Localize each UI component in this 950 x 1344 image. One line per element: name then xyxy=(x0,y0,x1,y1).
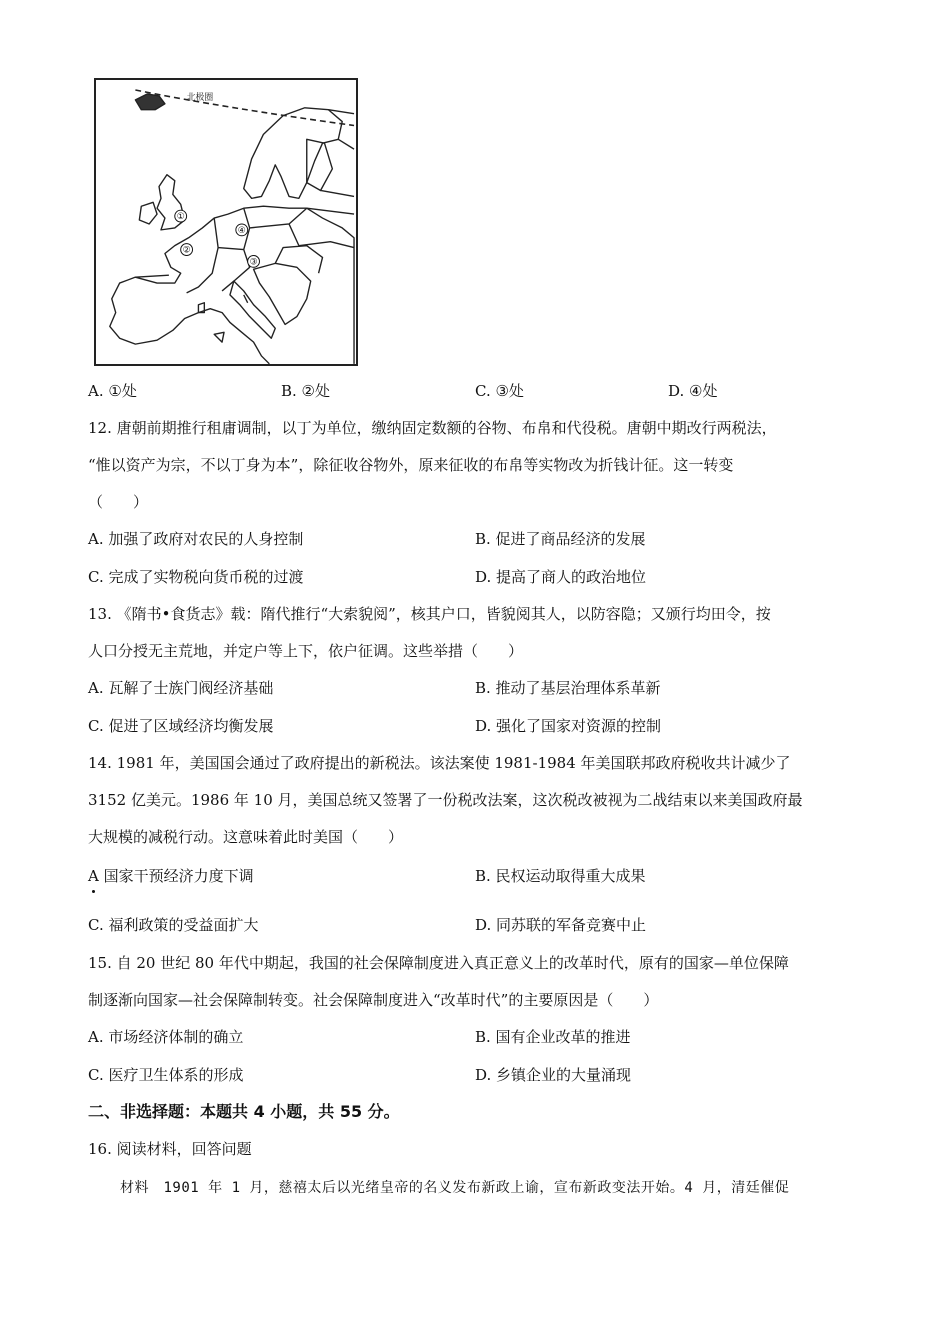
q12-option-d: D. 提高了商人的政治地位 xyxy=(475,568,647,586)
q15-option-c: C. 医疗卫生体系的形成 xyxy=(88,1066,244,1084)
italy-shape xyxy=(230,281,275,338)
q15-stem-line-1: 15. 自 20 世纪 80 年代中期起，我国的社会保障制度进入真正意义上的改革时代，原有的国家—单位保障 xyxy=(88,954,789,972)
q14-option-a: A 国家干预经济力度下调 xyxy=(88,867,254,885)
q14-option-d: D. 同苏联的军备竞赛中止 xyxy=(475,916,647,934)
q13-option-c: C. 促进了区域经济均衡发展 xyxy=(88,717,274,735)
ireland-shape xyxy=(139,202,157,224)
q13-option-a: A. 瓦解了士族门阀经济基础 xyxy=(88,679,274,697)
iberia-border xyxy=(135,275,168,277)
q15-option-d: D. 乡镇企业的大量涌现 xyxy=(475,1066,632,1084)
q14-stem-line-1: 14. 1981 年，美国国会通过了政府提出的新税法。该法案使 1981-1984 年美国联邦政府税收共计减少了 xyxy=(88,754,791,772)
q12-stem-line-1: 12. 唐朝前期推行租庸调制，以丁为单位，缴纳固定数额的谷物、布帛和代役税。唐朝中期改行两税法， xyxy=(88,419,777,437)
europe-map xyxy=(94,78,358,366)
q11-option-a: A. ①处 xyxy=(88,382,137,400)
finland-shape xyxy=(307,139,333,190)
q13-option-b: B. 推动了基层治理体系革新 xyxy=(475,679,661,697)
q12-stem-line-3: （ ） xyxy=(88,493,149,511)
q11-option-b: B. ②处 xyxy=(281,382,331,400)
continent-outline xyxy=(110,206,354,364)
islands xyxy=(198,295,247,342)
q12-option-b: B. 促进了商品经济的发展 xyxy=(475,530,646,548)
q15-option-a: A. 市场经济体制的确立 xyxy=(88,1028,244,1046)
q14-stem-line-3: 大规模的减税行动。这意味着此时美国（ ） xyxy=(88,828,404,846)
q11-option-d: D. ④处 xyxy=(668,382,718,400)
q13-stem-line-1: 13. 《隋书•食货志》载：隋代推行“大索貌阅”，核其户口，皆貌阅其人，以防容隐；又颁行均田令，按 xyxy=(88,605,771,623)
q13-option-d: D. 强化了国家对资源的控制 xyxy=(475,717,662,735)
arctic-circle-line xyxy=(135,90,354,125)
q14-stem-line-2: 3152 亿美元。1986 年 10 月，美国总统又签署了一份税改法案，这次税改被视为二战结束以来美国政府最 xyxy=(88,791,803,809)
section-2-heading: 二、非选择题：本题共 4 小题，共 55 分。 xyxy=(88,1102,400,1121)
q15-option-b: B. 国有企业改革的推进 xyxy=(475,1028,631,1046)
iceland-shape xyxy=(135,94,165,110)
q14-option-c: C. 福利政策的受益面扩大 xyxy=(88,916,259,934)
q16-title: 16. 阅读材料，回答问题 xyxy=(88,1140,252,1158)
marker-4: ④ xyxy=(237,225,246,236)
q14-option-a-dot xyxy=(92,890,95,893)
q12-option-a: A. 加强了政府对农民的人身控制 xyxy=(88,530,304,548)
arctic-circle-label: 北极圈 xyxy=(186,92,214,103)
q13-stem-line-2: 人口分授无主荒地，并定户等上下，依户征调。这些举措（ ） xyxy=(88,642,524,660)
q15-stem-line-2: 制逐渐向国家—社会保障制转变。社会保障制度进入“改革时代”的主要原因是（ ） xyxy=(88,991,659,1009)
q14-option-b: B. 民权运动取得重大成果 xyxy=(475,867,646,885)
marker-3: ③ xyxy=(249,257,258,268)
marker-1: ① xyxy=(176,212,185,223)
marker-2: ② xyxy=(182,245,191,256)
eastern-borders xyxy=(244,208,354,249)
balkans-shape xyxy=(254,246,323,325)
q12-option-c: C. 完成了实物税向货币税的过渡 xyxy=(88,568,304,586)
q12-stem-line-2: “惟以资产为宗，不以丁身为本”，除征收谷物外，原来征收的布帛等实物改为折钱计征。这一转变 xyxy=(88,456,734,474)
q16-material: 材料 1901 年 1 月，慈禧太后以光绪皇帝的名义发布新政上谕，宣布新政变法开始。4 月，清廷催促 xyxy=(120,1180,790,1196)
q11-option-c: C. ③处 xyxy=(475,382,524,400)
europe-map-drawing xyxy=(96,80,356,364)
